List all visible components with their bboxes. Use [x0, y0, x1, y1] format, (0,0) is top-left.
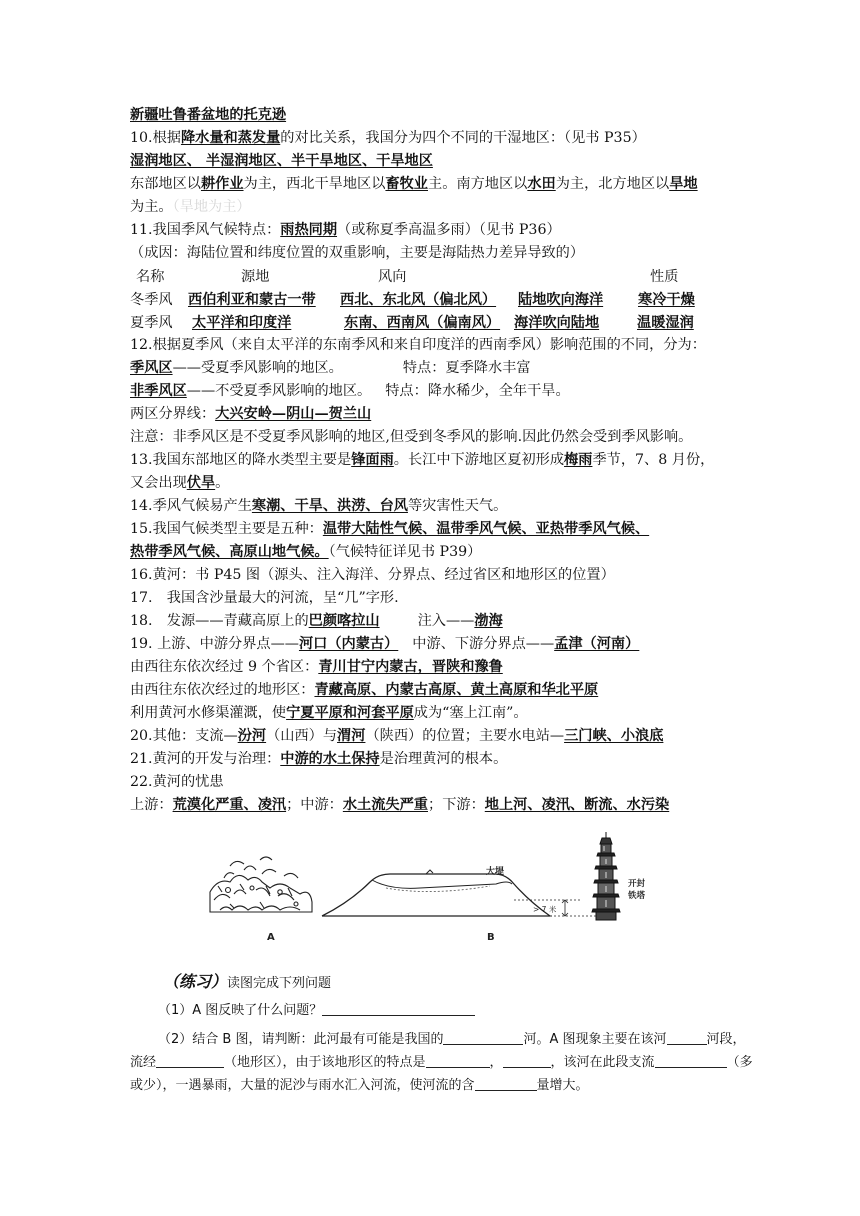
- question-text: （1）A 图反映了什么问题？: [158, 1003, 323, 1018]
- question-2: [158, 1030, 746, 1050]
- text: 20.其他：支流—: [130, 728, 238, 744]
- figure-a-loess-sketch: [210, 857, 312, 912]
- key-term: 寒潮、干旱、洪涝、台风: [251, 498, 408, 514]
- key-term: 季风区: [130, 360, 173, 376]
- tower-label-1: 开封: [628, 879, 646, 889]
- line-20: [130, 726, 663, 746]
- faint-text: （旱地为主）: [172, 199, 251, 215]
- text: 18. 发源——青藏高原上的: [130, 613, 309, 629]
- text: 的对比关系，我国分为四个不同的干湿地区：（见书 P35）: [280, 130, 646, 146]
- key-term: 旱地: [669, 176, 698, 192]
- winter-monsoon-direction: 西北、东北风（偏北风）: [340, 292, 497, 308]
- summer-monsoon-nature: 温暖湿润: [637, 315, 694, 331]
- line-11: [130, 220, 561, 240]
- answer-blank[interactable]: [443, 1030, 523, 1045]
- text: 15.我国气候类型主要是五种：: [130, 521, 323, 537]
- key-term: 荒漠化严重、凌汛: [172, 797, 287, 813]
- key-term: 大兴安岭—阴山—贺兰山: [215, 406, 372, 422]
- line-landforms: [130, 680, 598, 700]
- line-13: [130, 450, 714, 470]
- question-text: （地形区），由于该地形区的特点是: [224, 1055, 426, 1070]
- text: 东部地区以: [130, 176, 201, 192]
- text: （或称夏季高温多雨）（见书 P36）: [337, 222, 561, 238]
- line-15-b: [130, 542, 481, 562]
- figure-a-label: A: [267, 932, 275, 943]
- text: （山西）与: [266, 728, 338, 744]
- answer-blank[interactable]: [156, 1053, 224, 1068]
- pagoda-icon: [592, 832, 620, 920]
- key-term: 锋面雨: [351, 452, 394, 468]
- text: 中游、下游分界点——: [412, 636, 555, 652]
- text: 。: [215, 475, 230, 491]
- line-10: [130, 128, 646, 148]
- text: 19. 上游、中游分界点——: [130, 636, 299, 652]
- key-term: 雨热同期: [280, 222, 338, 238]
- question-text: （2）结合 B 图，请判断：此河最有可能是我国的: [158, 1032, 444, 1047]
- winter-monsoon-movement: 陆地吹向海洋: [518, 292, 604, 308]
- text: 10.根据: [130, 130, 181, 146]
- line-monsoon-area: [130, 358, 531, 378]
- line-21: [130, 749, 507, 769]
- question-text: 河。A 图现象主要在该河: [523, 1032, 667, 1047]
- key-term: 耕作业: [200, 176, 244, 192]
- text: ——不受夏季风影响的地区。: [186, 383, 372, 399]
- question-text: 或少），一遇暴雨，大量的泥沙与雨水汇入河流，使河流的含: [130, 1078, 475, 1093]
- exercise-title: （练习）: [163, 972, 228, 991]
- text: 为主，西北干旱地区以: [243, 176, 386, 192]
- text: 由西往东依次经过 9 个省区：: [130, 659, 319, 675]
- header-nature: 性质: [650, 269, 679, 285]
- text: 又会出现: [130, 475, 187, 491]
- line-agriculture: [130, 174, 698, 194]
- tower-label-2: 铁塔: [628, 891, 646, 901]
- line-17: [130, 588, 399, 608]
- text: 特点：降水稀少，全年干旱。: [385, 383, 570, 399]
- line-22-b: [130, 795, 669, 815]
- key-term: 渭河: [337, 728, 366, 744]
- key-term: 水土流失严重: [342, 797, 428, 813]
- text: 12.根据夏季风（来自太平洋的东南季风和来自印度洋的西南季风）影响范围的不同，分为：: [130, 337, 706, 353]
- key-term: 湿润地区、 半湿润地区、半干旱地区、干旱地区: [130, 153, 433, 169]
- height-label: > 7 米: [533, 905, 557, 914]
- summer-monsoon-name: 夏季风: [130, 315, 173, 331]
- key-term: 地上河、凌汛、断流、水污染: [484, 797, 670, 813]
- line-18: [130, 611, 503, 631]
- question-text: （多: [726, 1055, 753, 1070]
- text: （气候特征详见书 P39）: [328, 544, 482, 560]
- text: ——受夏季风影响的地区。: [172, 360, 343, 376]
- answer-blank[interactable]: [475, 1076, 537, 1091]
- line-dry-wet-regions: [130, 151, 433, 171]
- key-term: 宁夏平原和河套平原: [286, 705, 414, 721]
- question-2-line-3: [130, 1076, 589, 1096]
- line-note: [130, 427, 692, 447]
- figure-b-label: B: [487, 932, 495, 943]
- text: 主。南方地区以: [428, 176, 528, 192]
- text: 22.黄河的忧患: [130, 774, 224, 790]
- header-direction: 风向: [378, 269, 407, 285]
- key-term: 汾河: [237, 728, 267, 744]
- question-text: 流经: [130, 1055, 157, 1070]
- key-term: 温带大陆性气候、温带季风气候、亚热带季风气候、: [322, 521, 650, 537]
- text: 季节，7、8 月份，: [592, 452, 715, 468]
- line-non-monsoon-area: [130, 381, 570, 401]
- header-name: 名称: [136, 269, 165, 285]
- answer-blank[interactable]: [503, 1053, 551, 1068]
- text: 成为“塞上江南”。: [413, 705, 528, 721]
- key-term: 水田: [527, 176, 556, 192]
- key-term: 孟津（河南）: [554, 636, 640, 652]
- key-term: 三门峡、小浪底: [564, 728, 664, 744]
- winter-monsoon-name: 冬季风: [130, 292, 173, 308]
- text: 注入——: [417, 613, 475, 629]
- text: 16.黄河：书 P45 图（源头、注入海洋、分界点、经过省区和地形区的位置）: [130, 567, 615, 583]
- winter-monsoon-nature: 寒冷干燥: [638, 292, 695, 308]
- yellow-river-figure: [200, 830, 680, 945]
- text: （成因：海陆位置和纬度位置的双重影响，主要是海陆热力差异导致的）: [130, 245, 585, 261]
- line-12: [130, 335, 706, 355]
- text: 注意：非季风区是不受夏季风影响的地区,但受到冬季风的影响.因此仍然会受到季风影响。: [130, 429, 693, 445]
- question-text: 河段，: [706, 1032, 746, 1047]
- header-source: 源地: [241, 269, 270, 285]
- line-boundary: [130, 404, 371, 424]
- key-term: 中游的水土保持: [280, 751, 380, 767]
- exercise-instruction: 读图完成下列问题: [227, 976, 332, 991]
- line-15: [130, 519, 649, 539]
- answer-blank[interactable]: [655, 1053, 727, 1068]
- line-agriculture-2: [130, 197, 251, 217]
- text: 上游：: [130, 797, 173, 813]
- text: （陕西）的位置；主要水电站—: [365, 728, 565, 744]
- answer-blank[interactable]: [322, 1001, 475, 1016]
- answer-blank[interactable]: [667, 1030, 707, 1045]
- text: 由西往东依次经过的地形区：: [130, 682, 315, 698]
- text: 。长江中下游地区夏初形成: [393, 452, 565, 468]
- key-term: 梅雨: [564, 452, 593, 468]
- text-turpan: 新疆吐鲁番盆地的托克逊: [130, 107, 287, 123]
- text: 两区分界线：: [130, 406, 216, 422]
- summer-monsoon-movement: 海洋吹向陆地: [514, 315, 600, 331]
- line-19: [130, 634, 639, 654]
- question-text: ，该河在此段支流: [550, 1055, 655, 1070]
- question-text: 量增大。: [536, 1078, 589, 1093]
- line-14: [130, 496, 507, 516]
- figure-b-cross-section: [322, 870, 615, 916]
- text: 特点：夏季降水丰富: [402, 360, 531, 376]
- text: 等灾害性天气。: [407, 498, 508, 514]
- key-term: 伏旱: [186, 475, 216, 491]
- line-turpan: [130, 105, 286, 125]
- question-2-line-2: [130, 1053, 753, 1073]
- line-cause: [130, 243, 584, 263]
- key-term: 青川甘宁内蒙古，晋陕和豫鲁: [318, 659, 503, 675]
- text: ；中游：: [286, 797, 343, 813]
- key-term: 降水量和蒸发量: [180, 130, 281, 146]
- summer-monsoon-source: 太平洋和印度洋: [192, 315, 292, 331]
- key-term: 巴颜喀拉山: [308, 613, 380, 629]
- winter-monsoon-source: 西伯利亚和蒙古一带: [188, 292, 316, 308]
- text: 14.季风气候易产生: [130, 498, 252, 514]
- text: ；下游：: [428, 797, 485, 813]
- text: 17. 我国含沙量最大的河流，呈“几”字形.: [130, 590, 399, 606]
- text: 是治理黄河的根本。: [379, 751, 508, 767]
- question-text: ，: [489, 1055, 503, 1070]
- key-term: 河口（内蒙古）: [298, 636, 399, 652]
- key-term: 渤海: [474, 613, 503, 629]
- dike-label: 大堤: [486, 867, 505, 877]
- key-term: 非季风区: [130, 383, 187, 399]
- answer-blank[interactable]: [426, 1053, 490, 1068]
- line-provinces: [130, 657, 503, 677]
- key-term: 热带季风气候、高原山地气候。: [130, 544, 329, 560]
- text: 利用黄河水修渠灌溉，使: [130, 705, 287, 721]
- question-1: [158, 1001, 475, 1021]
- line-22: [130, 772, 224, 792]
- line-16: [130, 565, 615, 585]
- text: 为主，北方地区以: [555, 176, 670, 192]
- text: 11.我国季风气候特点：: [130, 222, 281, 238]
- line-irrigation: [130, 703, 528, 723]
- exercise-heading: [163, 972, 331, 994]
- text: 13.我国东部地区的降水类型主要是: [130, 452, 352, 468]
- key-term: 畜牧业: [385, 176, 428, 192]
- line-13-b: [130, 473, 229, 493]
- key-term: 青藏高原、内蒙古高原、黄土高原和华北平原: [314, 682, 599, 698]
- text: 21.黄河的开发与治理：: [130, 751, 281, 767]
- text: 为主。: [130, 199, 173, 215]
- summer-monsoon-direction: 东南、西南风（偏南风）: [344, 315, 501, 331]
